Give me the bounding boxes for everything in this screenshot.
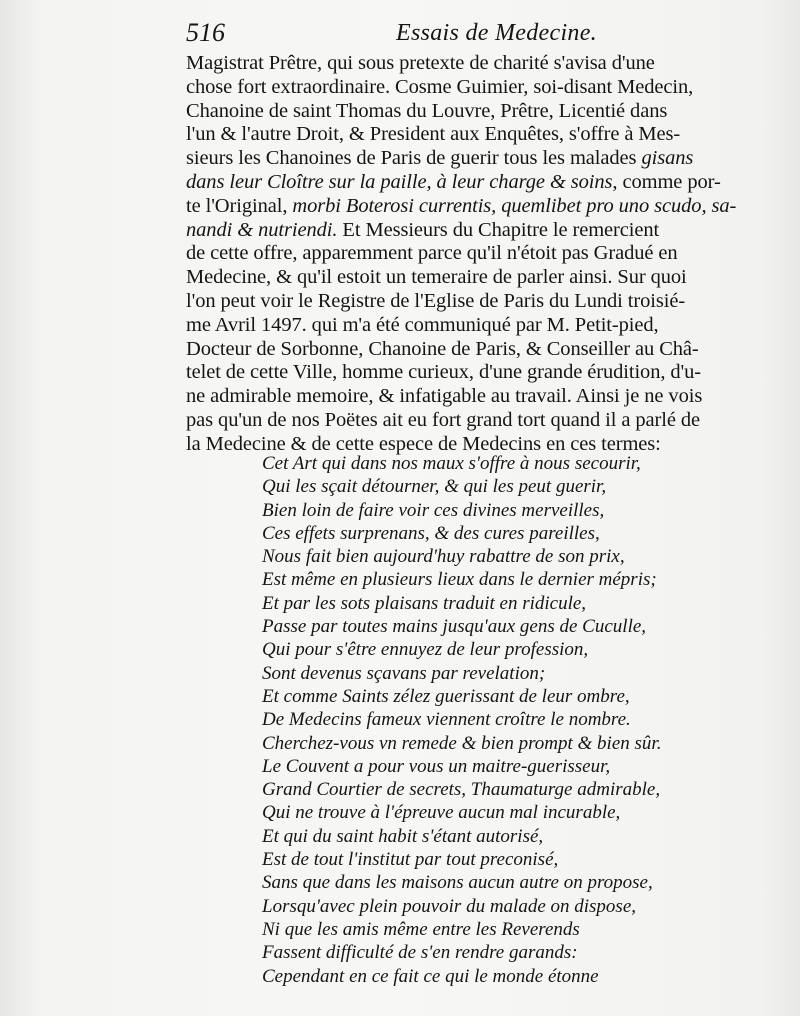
text-segment: Chanoine de saint Thomas du Louvre, Prêtre, Licentié dans [186, 99, 668, 122]
text-segment: ne admirable memoire, & infatigable au travail. Ainsi je ne vois [186, 385, 703, 408]
italic-segment: morbi Boterosi currentis, quemlibet pro uno scudo, sa- [292, 194, 737, 217]
prose-line [186, 266, 786, 290]
verse-block [262, 452, 782, 988]
text-segment: l'un & l'autre Droit, & President aux Enquêtes, s'offre à Mes- [186, 123, 681, 146]
prose-line [186, 409, 786, 433]
text-segment: Et Messieurs du Chapitre le remercient [337, 218, 660, 241]
text-segment: me Avril 1497. qui m'a été communiqué par M. Petit-pied, [186, 313, 659, 336]
italic-segment: nandi & nutriendi. [186, 218, 338, 241]
text-segment: chose fort extraordinaire. Cosme Guimier, soi-disant Medecin, [186, 75, 694, 98]
verse-line: Sont devenus sçavans par revelation; [262, 662, 546, 684]
text-segment: pas qu'un de nos Poëtes ait eu fort grand tort quand il a parlé de [186, 408, 701, 431]
text-segment: Docteur de Sorbonne, Chanoine de Paris, & Conseiller au Châ- [186, 337, 699, 360]
verse-line: Ni que les amis même entre les Reverends [262, 918, 580, 940]
prose-line [186, 195, 786, 219]
text-segment: la Medecine & de cette espece de Medecins en ces termes: [186, 432, 661, 455]
text-segment: , comme por- [612, 170, 721, 193]
verse-line: Cependant en ce fait ce qui le monde étonne [262, 965, 599, 987]
verse-line: Lorsqu'avec plein pouvoir du malade on dispose, [262, 895, 636, 917]
prose-line [186, 171, 786, 195]
verse-line: Le Couvent a pour vous un maitre-guerisseur, [262, 755, 611, 777]
prose-line [186, 361, 786, 385]
page-header [186, 14, 776, 48]
prose-line [186, 338, 786, 362]
prose-line [186, 52, 786, 76]
verse-line: De Medecins fameux viennent croître le nombre. [262, 709, 631, 731]
prose-line [186, 219, 786, 243]
prose-line [186, 123, 786, 147]
verse-line: Est de tout l'institut par tout preconisé, [262, 849, 559, 871]
page-number: 516 [186, 18, 225, 47]
text-segment: te l'Original, [186, 194, 293, 217]
prose-line [186, 242, 786, 266]
verse-line: Nous fait bien aujourd'huy rabattre de son prix, [262, 546, 625, 568]
prose-line [186, 290, 786, 314]
verse-line: Bien loin de faire voir ces divines merveilles, [262, 499, 605, 521]
verse-line: Est même en plusieurs lieux dans le dernier mépris; [262, 569, 657, 591]
verse-line: Et qui du saint habit s'étant autorisé, [262, 825, 544, 847]
verse-line: Qui les sçait détourner, & qui les peut guerir, [262, 476, 607, 498]
italic-segment: dans leur Cloître sur la paille, à leur charge & soins [186, 170, 613, 193]
prose-line [186, 385, 786, 409]
text-segment: de cette offre, apparemment parce qu'il n'étoit pas Gradué en [186, 242, 678, 265]
verse-line: Cherchez-vous vn remede & bien prompt & bien sûr. [262, 732, 662, 754]
text-segment: Magistrat Prêtre, qui sous pretexte de charité s'avisa d'une [186, 52, 655, 74]
verse-line: Passe par toutes mains jusqu'aux gens de Cuculle, [262, 616, 647, 638]
running-title: Essais de Medecine. [396, 20, 597, 46]
prose-line [186, 76, 786, 100]
prose-line [186, 100, 786, 124]
prose-paragraph [186, 52, 786, 457]
text-segment: Medecine, & qu'il estoit un temeraire de parler ainsi. Sur quoi [186, 266, 687, 289]
italic-segment: gisans [641, 147, 694, 170]
verse-line: Ces effets surprenans, & des cures pareilles, [262, 522, 600, 544]
text-segment: telet de cette Ville, homme curieux, d'une grande érudition, d'u- [186, 361, 702, 384]
verse-line: Qui pour s'être ennuyez de leur profession, [262, 639, 589, 661]
verse-line: Grand Courtier de secrets, Thaumaturge admirable, [262, 779, 661, 801]
text-segment: sieurs les Chanoines de Paris de guerir tous les malades [186, 147, 642, 170]
verse-line: Et par les sots plaisans traduit en ridicule, [262, 592, 587, 614]
verse-line: Fassent difficulté de s'en rendre garands: [262, 942, 578, 964]
verse-line: Cet Art qui dans nos maux s'offre à nous secourir, [262, 453, 641, 474]
verse-line: Et comme Saints zélez guerissant de leur ombre, [262, 685, 630, 707]
prose-line [186, 147, 786, 171]
text-segment: l'on peut voir le Registre de l'Eglise de Paris du Lundi troisié- [186, 289, 686, 312]
verse-line: Qui ne trouve à l'épreuve aucun mal incurable, [262, 802, 621, 824]
verse-line: Sans que dans les maisons aucun autre on propose, [262, 872, 653, 894]
prose-line [186, 314, 786, 338]
